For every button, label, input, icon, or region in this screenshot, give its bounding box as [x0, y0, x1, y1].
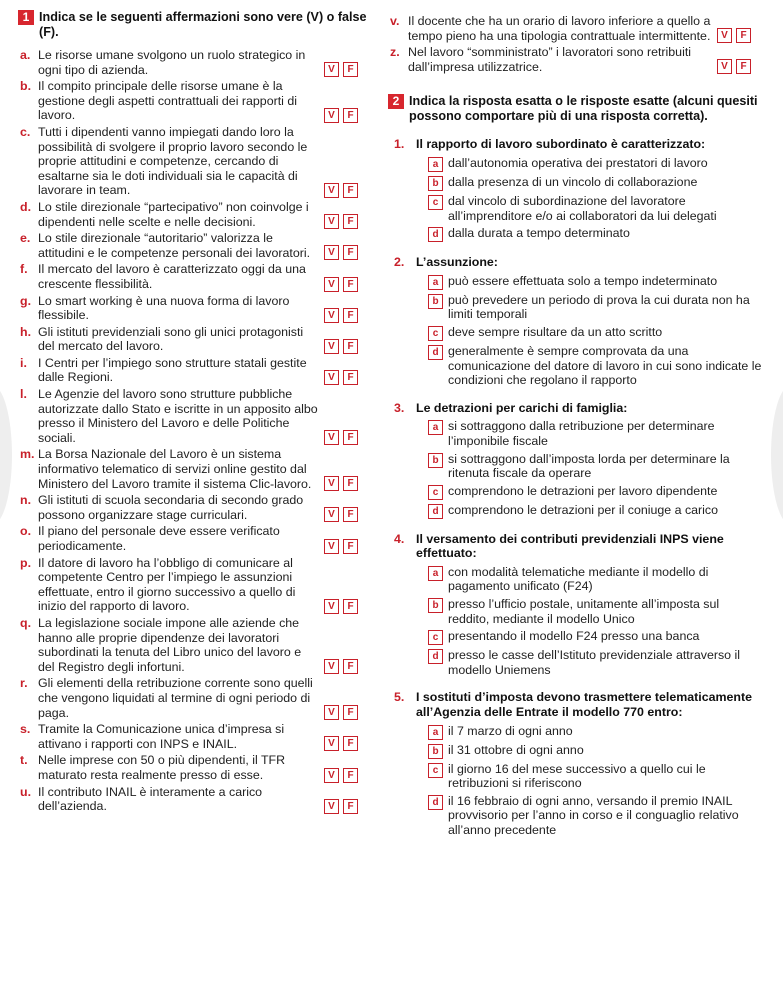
question-options [388, 724, 763, 838]
tf-item [18, 325, 370, 354]
tf-item-text: Il contributo INAIL è interamente a carico dell’azienda. [38, 784, 263, 814]
true-checkbox[interactable]: V [324, 705, 339, 720]
question-text: L’assunzione: [416, 255, 498, 270]
tf-item [18, 231, 370, 260]
tf-item-letter: t. [20, 753, 28, 768]
true-checkbox[interactable]: V [324, 214, 339, 229]
tf-item-text: Il datore di lavoro ha l’obbligo di comunicare al competente Centro per l’impiego le assunzioni effettuate, entro il giorno successivo a quello di inizio del rapporto di lavoro. [38, 555, 296, 614]
question [388, 690, 763, 837]
false-checkbox[interactable]: F [343, 430, 358, 445]
question [388, 255, 763, 388]
tf-item [388, 45, 763, 74]
answer-option[interactable] [428, 175, 763, 191]
tf-item [18, 616, 370, 674]
tf-item-text: Tutti i dipendenti vanno impiegati dando loro la possibilità di svolgere il proprio lavoro secondo le proprie attitudini e competenze, cercando di esaltarne sia le doti individuali sia le capacità di lavorare in team. [38, 124, 308, 198]
option-checkbox[interactable]: c [428, 630, 443, 645]
tf-item-text: Il docente che ha un orario di lavoro inferiore a quello a tempo pieno ha una tipologia contrattuale intermittente. [408, 14, 711, 43]
tf-item [18, 200, 370, 229]
false-checkbox[interactable]: F [343, 308, 358, 323]
tf-item-letter: q. [20, 615, 32, 630]
false-checkbox[interactable]: F [343, 799, 358, 814]
option-checkbox[interactable]: c [428, 195, 443, 210]
section-2-header [388, 94, 763, 124]
tf-item-text: Il compito principale delle risorse umane è la gestione degli aspetti contrattuali dei rapporti di lavoro. [38, 79, 297, 123]
tf-item [18, 356, 370, 385]
tf-answer-boxes [320, 356, 370, 385]
tf-answer-boxes [320, 262, 370, 291]
answer-option[interactable] [428, 503, 763, 519]
tf-item [18, 556, 370, 614]
answer-option[interactable] [428, 156, 763, 172]
true-checkbox[interactable]: V [324, 599, 339, 614]
tf-item-text: Il piano del personale deve essere verificato periodicamente. [38, 524, 280, 553]
section-2-title: Indica la risposta esatta o le risposte esatte (alcuni quesiti possono comportare più di una risposta corretta). [409, 94, 758, 124]
left-column [18, 10, 370, 816]
true-checkbox[interactable]: V [324, 507, 339, 522]
tf-item-letter: d. [20, 199, 32, 214]
tf-item-letter: z. [390, 45, 400, 60]
tf-answer-boxes [320, 722, 370, 751]
true-checkbox[interactable]: V [717, 59, 732, 74]
tf-item [18, 294, 370, 323]
option-checkbox[interactable]: c [428, 485, 443, 500]
tf-item [18, 493, 370, 522]
option-checkbox[interactable]: d [428, 795, 443, 810]
tf-item [18, 79, 370, 123]
question-text: Le detrazioni per carichi di famiglia: [416, 400, 628, 415]
option-text: può prevedere un periodo di prova la cui durata non ha limiti temporali [448, 292, 750, 322]
option-checkbox[interactable]: c [428, 763, 443, 778]
answer-option[interactable] [428, 743, 763, 759]
tf-item [18, 524, 370, 553]
tf-item [18, 262, 370, 291]
answer-option[interactable] [428, 293, 763, 322]
option-checkbox[interactable]: d [428, 504, 443, 519]
question-header [388, 255, 763, 270]
section-1-header [18, 10, 370, 40]
true-checkbox[interactable]: V [324, 799, 339, 814]
option-text: dall’autonomia operativa dei prestatori di lavoro [448, 155, 708, 170]
tf-answer-boxes [320, 200, 370, 229]
true-checkbox[interactable]: V [324, 108, 339, 123]
option-text: dal vincolo di subordinazione del lavoratore all’imprenditore e/o ai collaboratori da lui delegati [448, 193, 717, 223]
tf-item-text: Le Agenzie del lavoro sono strutture pubbliche autorizzate dallo Stato e iscritte in un apposito albo presso il Ministero del Lavoro e delle Politiche sociali. [38, 387, 318, 445]
option-text: il 7 marzo di ogni anno [448, 723, 573, 738]
option-text: comprendono le detrazioni per lavoro dipendente [448, 483, 718, 498]
option-checkbox[interactable]: a [428, 157, 443, 172]
tf-answer-boxes [320, 524, 370, 553]
false-checkbox[interactable]: F [343, 214, 358, 229]
tf-item-letter: h. [20, 324, 32, 339]
option-text: dalla durata a tempo determinato [448, 226, 630, 241]
tf-item-text: Gli istituti previdenziali sono gli unici protagonisti del mercato del lavoro. [38, 324, 304, 354]
right-column [388, 10, 763, 841]
question [388, 137, 763, 242]
question-options [388, 419, 763, 518]
option-checkbox[interactable]: d [428, 649, 443, 664]
tf-item-text: Le risorse umane svolgono un ruolo strategico in ogni tipo di azienda. [38, 48, 306, 77]
true-checkbox[interactable]: V [324, 476, 339, 491]
answer-option[interactable] [428, 452, 763, 481]
option-checkbox[interactable]: d [428, 345, 443, 360]
question-header [388, 401, 763, 416]
question-header [388, 137, 763, 152]
tf-answer-boxes [320, 785, 370, 814]
option-text: generalmente è sempre comprovata da una comunicazione del datore di lavoro in cui sono indicate le condizioni che regolano il rapporto [448, 343, 762, 388]
tf-item [18, 125, 370, 198]
false-checkbox[interactable]: F [343, 539, 358, 554]
tf-answer-boxes [320, 79, 370, 123]
tf-item-letter: c. [20, 124, 31, 139]
tf-item-letter: l. [20, 387, 27, 402]
option-checkbox[interactable]: c [428, 326, 443, 341]
tf-answer-boxes [320, 493, 370, 522]
tf-answer-boxes [320, 387, 370, 445]
answer-option[interactable] [428, 194, 763, 223]
tf-item-text: Gli istituti di scuola secondaria di secondo grado possono organizzare stage curriculari. [38, 493, 304, 522]
question-number: 3. [394, 400, 405, 415]
false-checkbox[interactable]: F [343, 705, 358, 720]
tf-item-text: La Borsa Nazionale del Lavoro è un sistema informativo telematico di servizi online gestito dal Ministero del Lavoro tramite il sistema Clic-lavoro. [38, 447, 312, 491]
answer-option[interactable] [428, 597, 763, 626]
tf-item-letter: s. [20, 722, 31, 737]
true-checkbox[interactable]: V [324, 183, 339, 198]
option-checkbox[interactable]: b [428, 744, 443, 759]
answer-option[interactable] [428, 565, 763, 594]
true-checkbox[interactable]: V [324, 308, 339, 323]
false-checkbox[interactable]: F [343, 370, 358, 385]
false-checkbox[interactable]: F [343, 768, 358, 783]
false-checkbox[interactable]: F [343, 108, 358, 123]
question-text: I sostituti d’imposta devono trasmettere telematicamente all’Agenzia delle Entrate il modello 770 entro: [416, 690, 753, 720]
option-checkbox[interactable]: a [428, 566, 443, 581]
tf-answer-boxes [320, 294, 370, 323]
section-1-number: 1 [18, 10, 34, 25]
multiple-choice-questions [388, 137, 763, 837]
page-edge-shadow-right [771, 385, 783, 525]
tf-item [18, 676, 370, 720]
tf-item [18, 722, 370, 751]
section-1-title: Indica se le seguenti affermazioni sono vere (V) o false (F). [39, 10, 367, 39]
answer-option[interactable] [428, 344, 763, 388]
tf-answer-boxes [713, 14, 763, 43]
true-checkbox[interactable]: V [324, 339, 339, 354]
tf-item [18, 785, 370, 814]
tf-item [18, 387, 370, 445]
answer-option[interactable] [428, 325, 763, 341]
tf-item [18, 48, 370, 77]
option-text: dalla presenza di un vincolo di collaborazione [448, 174, 698, 189]
false-checkbox[interactable]: F [343, 599, 358, 614]
answer-option[interactable] [428, 762, 763, 791]
tf-answer-boxes [320, 616, 370, 674]
question-header [388, 690, 763, 719]
tf-item-letter: a. [20, 48, 31, 62]
true-checkbox[interactable]: V [324, 245, 339, 260]
tf-item-letter: o. [20, 524, 32, 539]
question-options [388, 156, 763, 242]
true-false-list-right [388, 14, 763, 74]
true-checkbox[interactable]: V [324, 768, 339, 783]
answer-option[interactable] [428, 226, 763, 242]
question-number: 4. [394, 531, 405, 546]
option-checkbox[interactable]: b [428, 453, 443, 468]
true-checkbox[interactable]: V [324, 430, 339, 445]
option-text: si sottraggono dall’imposta lorda per determinare la ritenuta fiscale da operare [448, 451, 730, 481]
question-text: Il versamento dei contributi previdenziali INPS viene effettuato: [416, 531, 724, 561]
true-checkbox[interactable]: V [324, 277, 339, 292]
question-number: 5. [394, 690, 405, 705]
false-checkbox[interactable]: F [343, 245, 358, 260]
false-checkbox[interactable]: F [343, 507, 358, 522]
question-number: 2. [394, 255, 405, 270]
option-text: presso l’ufficio postale, unitamente all’imposta sul reddito, mediante il modello Unico [448, 597, 720, 626]
option-text: il giorno 16 del mese successivo a quello cui le retribuzioni si riferiscono [448, 761, 706, 791]
option-text: presso le casse dell’Istituto previdenziale attraverso il modello Uniemens [448, 648, 741, 677]
option-text: comprendono le detrazioni per il coniuge a carico [448, 502, 718, 517]
tf-item-letter: v. [390, 14, 400, 28]
tf-item-letter: u. [20, 784, 32, 799]
true-checkbox[interactable]: V [324, 370, 339, 385]
tf-item-text: La legislazione sociale impone alle aziende che hanno alle proprie dipendenze dei lavoratori subordinati la tenuta del Libro unico del lavoro e del Registro degli infortuni. [38, 615, 302, 674]
tf-item-letter: m. [20, 447, 35, 462]
tf-item-text: Lo stile direzionale “partecipativo” non coinvolge i dipendenti nelle scelte e nelle decisioni. [38, 199, 309, 229]
tf-item-letter: g. [20, 293, 32, 308]
option-text: il 16 febbraio di ogni anno, versando il premio INAIL provvisorio per l’anno in corso e il conguaglio relativo all’anno precedente [448, 793, 739, 837]
option-text: presentando il modello F24 presso una banca [448, 629, 700, 644]
option-checkbox[interactable]: a [428, 725, 443, 740]
option-checkbox[interactable]: b [428, 598, 443, 613]
option-text: deve sempre risultare da un atto scritto [448, 324, 663, 339]
false-checkbox[interactable]: F [736, 28, 751, 43]
option-checkbox[interactable]: b [428, 294, 443, 309]
tf-answer-boxes [320, 753, 370, 782]
tf-answer-boxes [320, 231, 370, 260]
option-checkbox[interactable]: d [428, 227, 443, 242]
question-options [388, 274, 763, 388]
question-options [388, 565, 763, 678]
tf-item-text: Il mercato del lavoro è caratterizzato oggi da una crescente flessibilità. [38, 262, 306, 291]
tf-item-text: Nelle imprese con 50 o più dipendenti, il TFR maturato resta realmente presso di esse. [38, 753, 286, 782]
question-header [388, 532, 763, 561]
tf-item-letter: b. [20, 79, 32, 94]
tf-item-text: Tramite la Comunicazione unica d’impresa si attivano i rapporti con INPS e INAIL. [38, 722, 285, 751]
tf-answer-boxes [320, 48, 370, 77]
answer-option[interactable] [428, 419, 763, 448]
tf-item-letter: n. [20, 493, 32, 508]
answer-option[interactable] [428, 648, 763, 677]
tf-item-text: Nel lavoro “somministrato” i lavoratori sono retribuiti dall’impresa utilizzatrice. [408, 45, 692, 74]
tf-item-letter: f. [20, 262, 28, 277]
tf-item-text: Lo stile direzionale “autoritario” valorizza le attitudini e le competenze personali dei lavoratori. [38, 231, 311, 260]
tf-answer-boxes [320, 125, 370, 198]
true-checkbox[interactable]: V [717, 28, 732, 43]
tf-item [18, 753, 370, 782]
tf-item-letter: r. [20, 676, 28, 691]
answer-option[interactable] [428, 484, 763, 500]
false-checkbox[interactable]: F [343, 476, 358, 491]
option-text: con modalità telematiche mediante il modello di pagamento unificato (F24) [448, 564, 709, 594]
true-checkbox[interactable]: V [324, 539, 339, 554]
tf-item-letter: i. [20, 355, 27, 370]
tf-answer-boxes [713, 45, 763, 74]
tf-item [388, 14, 763, 43]
false-checkbox[interactable]: F [343, 659, 358, 674]
tf-answer-boxes [320, 676, 370, 720]
tf-item-text: Lo smart working è una nuova forma di lavoro flessibile. [38, 293, 290, 323]
false-checkbox[interactable]: F [736, 59, 751, 74]
tf-answer-boxes [320, 325, 370, 354]
true-checkbox[interactable]: V [324, 736, 339, 751]
question [388, 401, 763, 519]
tf-item-text: I Centri per l’impiego sono strutture statali gestite dalle Regioni. [38, 355, 307, 385]
false-checkbox[interactable]: F [343, 183, 358, 198]
option-text: si sottraggono dalla retribuzione per determinare l’imponibile fiscale [448, 419, 715, 448]
page-edge-shadow-left [0, 385, 12, 525]
answer-option[interactable] [428, 794, 763, 838]
section-2-number: 2 [388, 94, 404, 109]
tf-answer-boxes [320, 447, 370, 491]
true-checkbox[interactable]: V [324, 659, 339, 674]
tf-item-letter: p. [20, 555, 32, 570]
tf-item-text: Gli elementi della retribuzione corrente sono quelli che vengono liquidati al termine di ogni periodo di paga. [38, 676, 313, 720]
question-number: 1. [394, 137, 405, 152]
option-text: il 31 ottobre di ogni anno [448, 742, 584, 757]
tf-answer-boxes [320, 556, 370, 614]
answer-option[interactable] [428, 724, 763, 740]
tf-item [18, 447, 370, 491]
option-checkbox[interactable]: a [428, 275, 443, 290]
option-text: può essere effettuata solo a tempo indeterminato [448, 273, 718, 288]
answer-option[interactable] [428, 274, 763, 290]
question-text: Il rapporto di lavoro subordinato è caratterizzato: [416, 137, 706, 152]
tf-item-letter: e. [20, 231, 31, 246]
option-checkbox[interactable]: a [428, 420, 443, 435]
true-false-list-left [18, 48, 370, 814]
false-checkbox[interactable]: F [343, 62, 358, 77]
true-checkbox[interactable]: V [324, 62, 339, 77]
option-checkbox[interactable]: b [428, 176, 443, 191]
false-checkbox[interactable]: F [343, 339, 358, 354]
question [388, 532, 763, 678]
false-checkbox[interactable]: F [343, 736, 358, 751]
false-checkbox[interactable]: F [343, 277, 358, 292]
answer-option[interactable] [428, 629, 763, 645]
